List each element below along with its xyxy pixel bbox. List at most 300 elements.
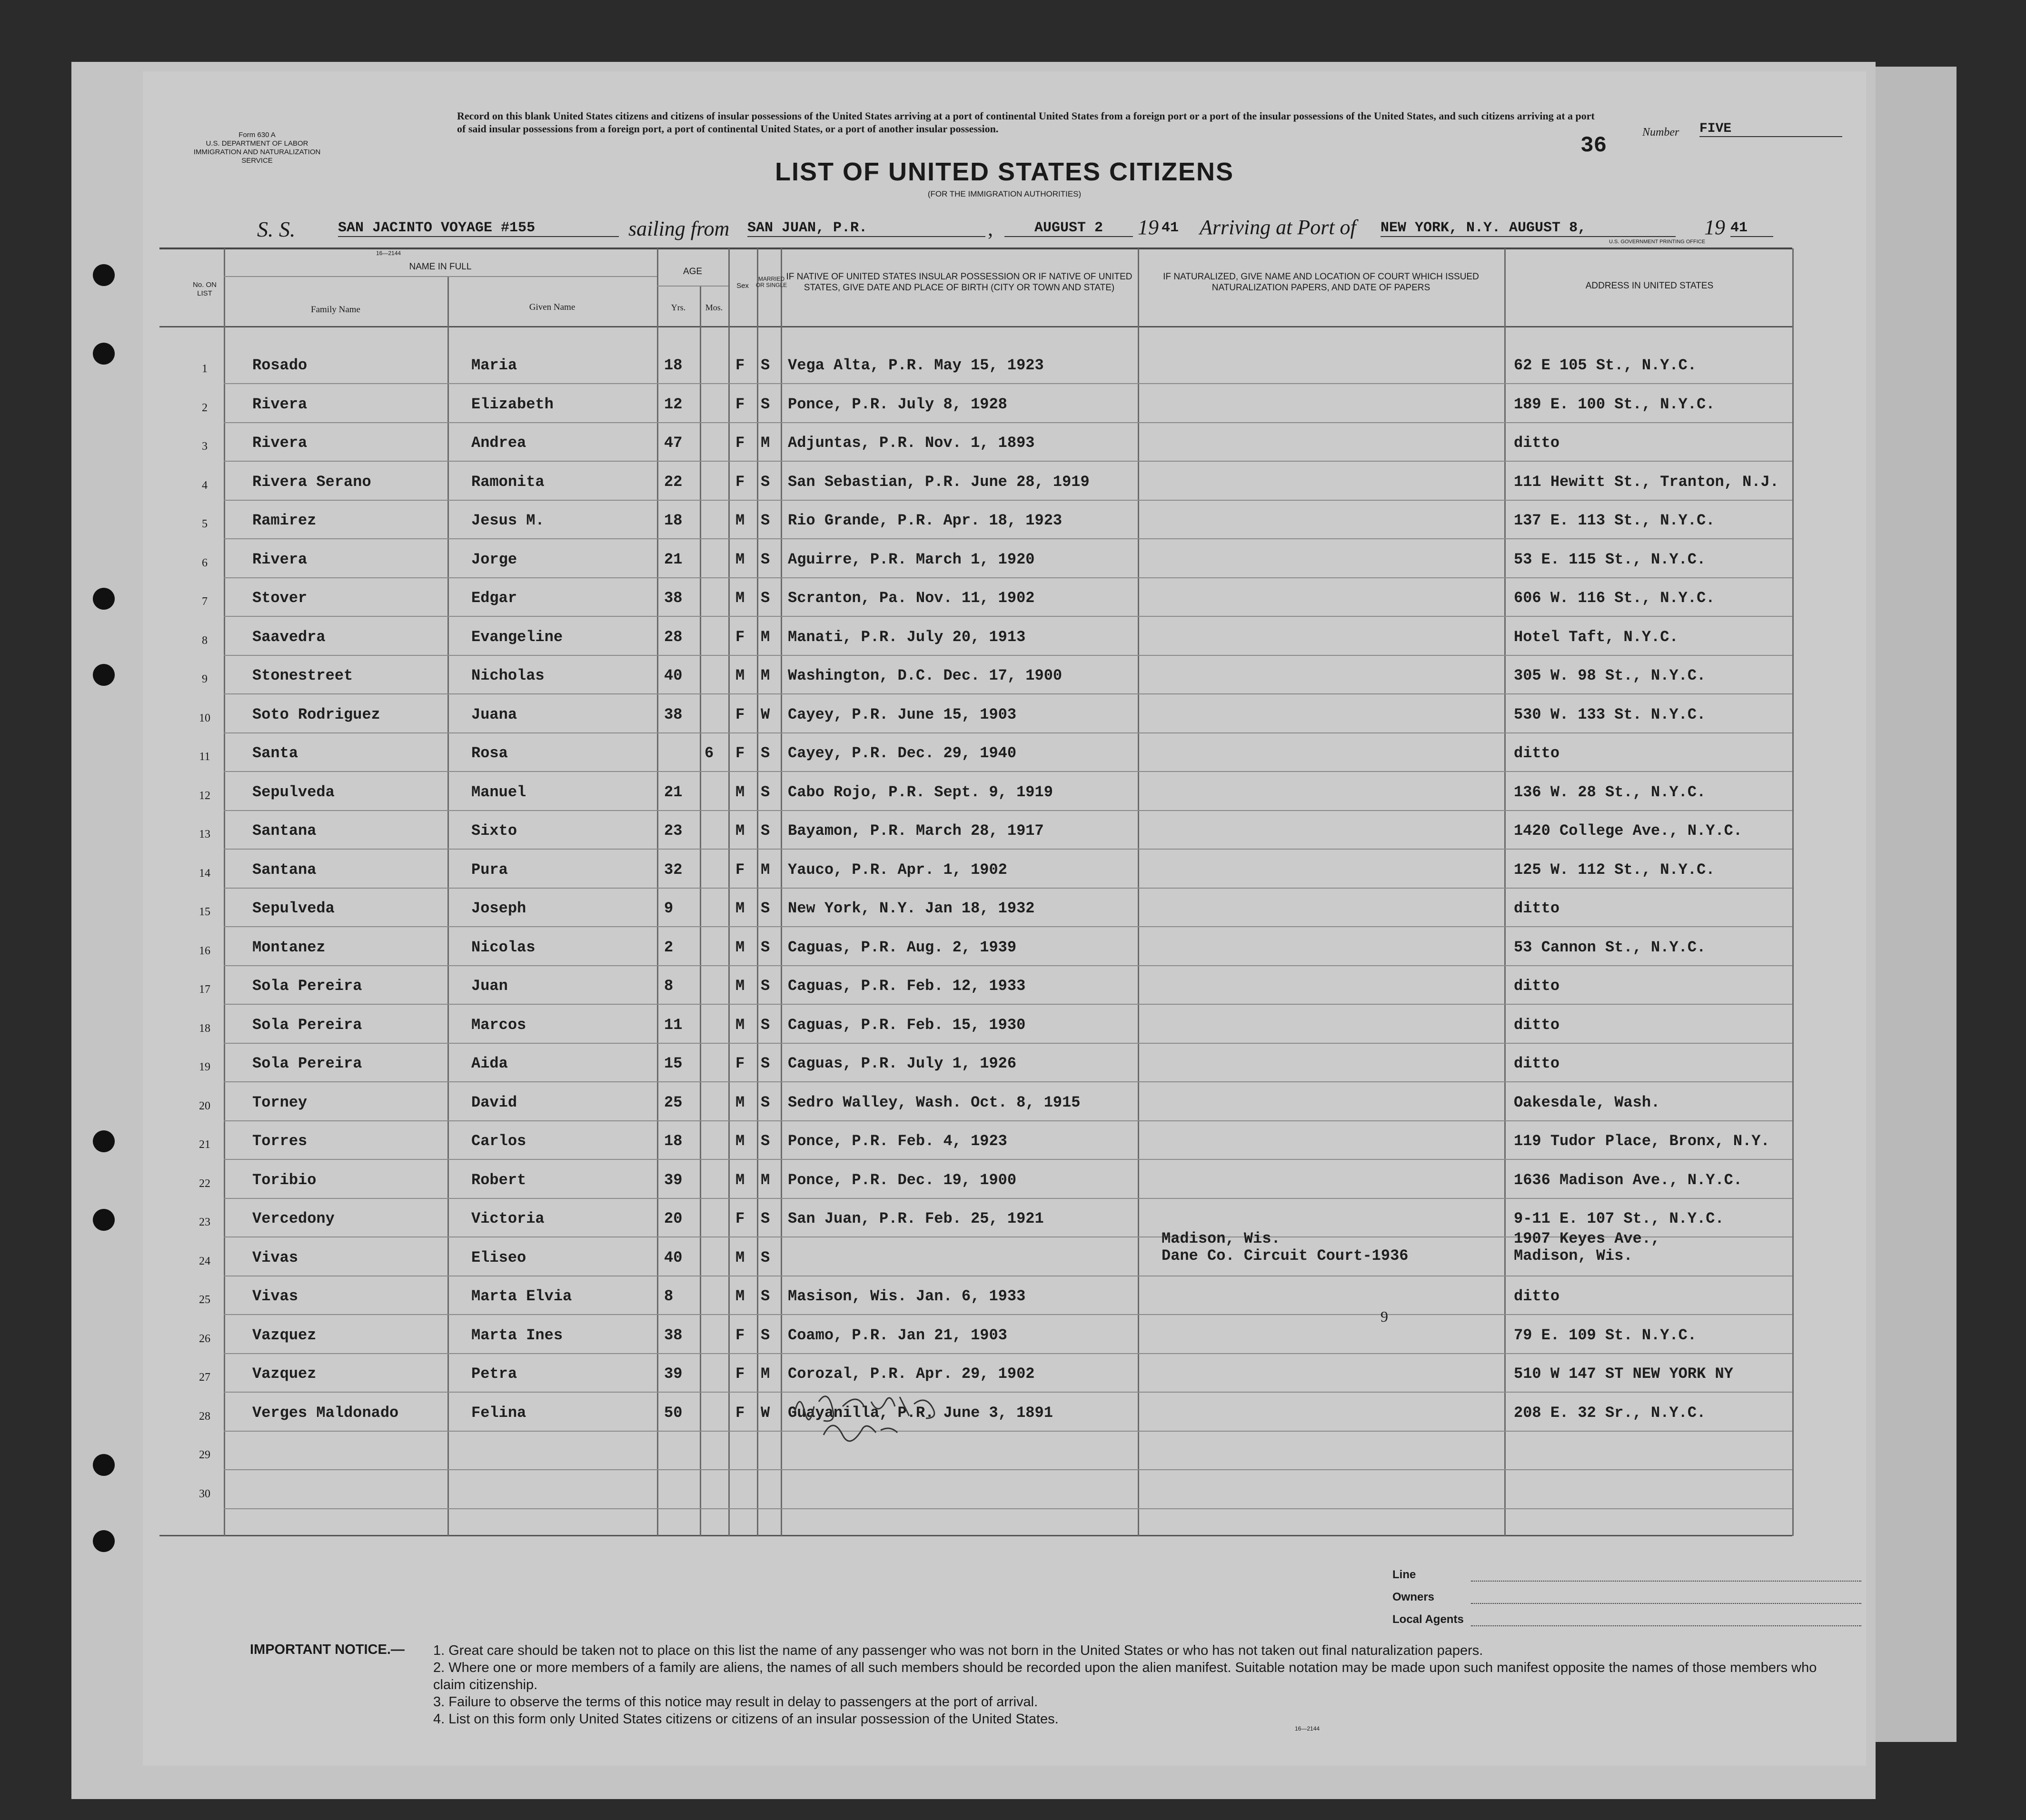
- marital-status: M: [761, 1365, 770, 1383]
- row-number: 4: [202, 479, 208, 492]
- column-divider: [447, 276, 449, 1536]
- family-name: Verges Maldonado: [252, 1404, 399, 1422]
- row-number: 2: [202, 401, 208, 414]
- sex: M: [735, 1132, 745, 1150]
- sex: F: [735, 356, 745, 374]
- marital-status: S: [761, 900, 770, 917]
- sex: M: [735, 900, 745, 917]
- marital-status: S: [761, 744, 770, 762]
- marital-status: M: [761, 434, 770, 452]
- marital-status: M: [761, 628, 770, 646]
- col-header-yrs: Yrs.: [671, 303, 686, 312]
- given-name: Juan: [471, 977, 508, 995]
- punch-hole: [93, 264, 115, 286]
- marital-status: S: [761, 473, 770, 491]
- row-rule: [224, 1392, 1792, 1393]
- row-rule: [224, 1004, 1792, 1005]
- citizens-list-form: [143, 71, 1866, 1766]
- row-number: 15: [199, 906, 210, 918]
- family-name: Vazquez: [252, 1365, 317, 1383]
- row-number: 8: [202, 634, 208, 647]
- sailing-from-label: sailing from: [628, 217, 730, 240]
- given-name: David: [471, 1093, 517, 1111]
- age-years: 15: [664, 1055, 683, 1072]
- punch-hole: [93, 664, 115, 686]
- family-name: Torres: [252, 1132, 308, 1150]
- address: 208 E. 32 Sr., N.Y.C.: [1514, 1404, 1706, 1422]
- sex: F: [735, 628, 745, 646]
- marital-status: S: [761, 1248, 770, 1266]
- marital-status: S: [761, 783, 770, 801]
- signature-line-label: Local Agents: [1392, 1613, 1464, 1626]
- row-rule: [224, 616, 1792, 617]
- row-rule: [224, 1431, 1792, 1432]
- row-number: 9: [202, 673, 208, 685]
- row-number: 26: [199, 1332, 210, 1345]
- address: ditto: [1514, 744, 1560, 762]
- birthplace: Rio Grande, P.R. Apr. 18, 1923: [788, 512, 1063, 529]
- col-header-age: AGE: [683, 267, 703, 277]
- column-divider: [657, 248, 658, 1536]
- punch-hole: [93, 343, 115, 365]
- row-rule: [224, 1043, 1792, 1044]
- row-rule: [224, 655, 1792, 656]
- marital-status: S: [761, 822, 770, 840]
- family-name: Santa: [252, 744, 298, 762]
- sex: F: [735, 744, 745, 762]
- address: 53 Cannon St., N.Y.C.: [1514, 938, 1706, 956]
- age-years: 23: [664, 822, 683, 840]
- col-header-sex: Sex: [736, 282, 749, 290]
- year-prefix: 19: [1138, 216, 1159, 239]
- address: 137 E. 113 St., N.Y.C.: [1514, 512, 1715, 529]
- address: 79 E. 109 St. N.Y.C.: [1514, 1326, 1697, 1344]
- row-number: 19: [199, 1061, 210, 1073]
- family-name: Vercedony: [252, 1210, 335, 1227]
- age-years: 21: [664, 550, 683, 568]
- col-header-family: Family Name: [311, 305, 360, 315]
- col-header-mos: Mos.: [705, 303, 723, 312]
- age-years: 40: [664, 1248, 683, 1266]
- record-note: Record on this blank United States citizens and citizens of insular possessions of the United States arriving at a port of continental United States from a foreign port or a port of the insular possessions of the United States, and such citizens arriving at a port of said insular possessions from a foreign port, a port of continental United States, or a port of another insular possession.: [457, 110, 1595, 135]
- sailing-date: AUGUST 2: [1004, 220, 1133, 237]
- family-name: Stonestreet: [252, 667, 353, 684]
- birthplace: Sedro Walley, Wash. Oct. 8, 1915: [788, 1093, 1081, 1111]
- signature-line[interactable]: [1471, 1625, 1861, 1626]
- address: 62 E 105 St., N.Y.C.: [1514, 356, 1697, 374]
- given-name: Marta Ines: [471, 1326, 563, 1344]
- address: Hotel Taft, N.Y.C.: [1514, 628, 1678, 646]
- age-years: 39: [664, 1171, 683, 1189]
- age-years: 38: [664, 589, 683, 607]
- age-header-rule: [657, 286, 728, 287]
- sex: F: [735, 395, 745, 413]
- row-number: 10: [199, 712, 210, 724]
- birthplace: Ponce, P.R. Dec. 19, 1900: [788, 1171, 1017, 1189]
- column-divider: [224, 248, 225, 1536]
- given-name: Evangeline: [471, 628, 563, 646]
- naturalization: 9: [1380, 1307, 1388, 1325]
- family-name: Rivera: [252, 395, 308, 413]
- given-name: Elizabeth: [471, 395, 554, 413]
- marital-status: M: [761, 861, 770, 879]
- row-number: 20: [199, 1099, 210, 1112]
- marital-status: S: [761, 589, 770, 607]
- address: 119 Tudor Place, Bronx, N.Y.: [1514, 1132, 1770, 1150]
- family-name: Montanez: [252, 938, 326, 956]
- row-number: 11: [199, 751, 210, 763]
- sex: M: [735, 667, 745, 684]
- age-years: 32: [664, 861, 683, 879]
- table-top-rule: [159, 247, 1792, 249]
- row-number: 25: [199, 1294, 210, 1306]
- given-name: Marta Elvia: [471, 1287, 572, 1305]
- row-rule: [224, 538, 1792, 539]
- sex: F: [735, 1210, 745, 1227]
- marital-status: S: [761, 512, 770, 529]
- given-name: Robert: [471, 1171, 526, 1189]
- birthplace: Coamo, P.R. Jan 21, 1903: [788, 1326, 1007, 1344]
- row-rule: [224, 1508, 1792, 1509]
- signature-line[interactable]: [1471, 1581, 1861, 1582]
- row-rule: [224, 732, 1792, 733]
- age-years: 39: [664, 1365, 683, 1383]
- marital-status: W: [761, 1404, 770, 1422]
- address: ditto: [1514, 1016, 1560, 1034]
- address: ditto: [1514, 900, 1560, 917]
- notice-heading: IMPORTANT NOTICE.—: [250, 1642, 405, 1657]
- family-name: Vazquez: [252, 1326, 317, 1344]
- notice-item: 2. Where one or more members of a family are aliens, the names of all such members should be recorded upon the alien manifest. Suitable notation may be made upon such manifest opposite the names of those members who claim citizenship.: [433, 1660, 1817, 1692]
- row-number: 14: [199, 867, 210, 880]
- ss-label: S. S.: [257, 217, 296, 241]
- birthplace: Aguirre, P.R. March 1, 1920: [788, 550, 1035, 568]
- family-name: Vivas: [252, 1248, 298, 1266]
- notice-item: 3. Failure to observe the terms of this notice may result in delay to passengers at the port of arrival.: [433, 1694, 1038, 1710]
- arriving-port: NEW YORK, N.Y. AUGUST 8,: [1380, 220, 1676, 237]
- notice-items: [433, 1642, 1842, 1728]
- sex: M: [735, 783, 745, 801]
- year-prefix: 19: [1704, 216, 1725, 239]
- family-name: Rivera: [252, 550, 308, 568]
- age-years: 21: [664, 783, 683, 801]
- service-name: IMMIGRATION AND NATURALIZATION SERVICE: [193, 148, 321, 165]
- comma: ,: [988, 217, 993, 240]
- name-header-rule: [224, 276, 657, 277]
- family-name: Sepulveda: [252, 783, 335, 801]
- marital-status: S: [761, 938, 770, 956]
- row-rule: [224, 1198, 1792, 1199]
- age-years: 18: [664, 1132, 683, 1150]
- row-number: 30: [199, 1487, 210, 1500]
- sex: M: [735, 938, 745, 956]
- col-header-no: No. ON LIST: [192, 281, 217, 297]
- marital-status: S: [761, 977, 770, 995]
- age-months: 6: [705, 744, 714, 762]
- birthplace: Bayamon, P.R. March 28, 1917: [788, 822, 1044, 840]
- given-name: Nicholas: [471, 667, 545, 684]
- row-rule: [224, 888, 1792, 889]
- notice-code: 16—2144: [1295, 1725, 1320, 1732]
- punch-hole: [93, 1454, 115, 1476]
- birthplace: Cayey, P.R. Dec. 29, 1940: [788, 744, 1017, 762]
- row-rule: [224, 1159, 1792, 1160]
- marital-status: S: [761, 356, 770, 374]
- given-name: Marcos: [471, 1016, 526, 1034]
- given-name: Ramonita: [471, 473, 545, 491]
- given-name: Nicolas: [471, 938, 536, 956]
- given-name: Edgar: [471, 589, 517, 607]
- address: ditto: [1514, 1287, 1560, 1305]
- family-name: Rosado: [252, 356, 308, 374]
- row-number: 17: [199, 983, 210, 996]
- given-name: Manuel: [471, 783, 526, 801]
- sex: F: [735, 1326, 745, 1344]
- age-years: 9: [664, 900, 674, 917]
- row-rule: [224, 1353, 1792, 1354]
- age-years: 8: [664, 1287, 674, 1305]
- col-header-name: NAME IN FULL: [409, 262, 472, 272]
- given-name: Rosa: [471, 744, 508, 762]
- family-name: Santana: [252, 822, 317, 840]
- year-suffix: 41: [1162, 220, 1179, 236]
- birthplace: Caguas, P.R. Feb. 12, 1933: [788, 977, 1026, 995]
- notice-item: 1. Great care should be taken not to place on this list the name of any passenger who was not born in the United States or who has not taken out final naturalization papers.: [433, 1643, 1483, 1658]
- row-number: 5: [202, 518, 208, 530]
- sex: M: [735, 1093, 745, 1111]
- family-name: Toribio: [252, 1171, 317, 1189]
- address: 189 E. 100 St., N.Y.C.: [1514, 395, 1715, 413]
- marital-status: S: [761, 1287, 770, 1305]
- given-name: Andrea: [471, 434, 526, 452]
- number-value: FIVE: [1699, 121, 1842, 137]
- signature-line-label: Line: [1392, 1568, 1416, 1581]
- family-name: Soto Rodriguez: [252, 705, 380, 723]
- row-number: 23: [199, 1216, 210, 1228]
- row-number: 1: [202, 363, 208, 375]
- age-years: 38: [664, 1326, 683, 1344]
- col-header-married: MARRIED OR SINGLE: [755, 276, 787, 288]
- ship-name: SAN JACINTO VOYAGE #155: [338, 220, 619, 237]
- age-years: 8: [664, 977, 674, 995]
- col-header-naturalized: IF NATURALIZED, GIVE NAME AND LOCATION OF COURT WHICH ISSUED NATURALIZATION PAPERS, AND DATE OF PAPERS: [1163, 272, 1479, 293]
- row-rule: [224, 693, 1792, 694]
- age-years: 47: [664, 434, 683, 452]
- column-divider: [757, 248, 758, 1536]
- family-name: Stover: [252, 589, 308, 607]
- sex: M: [735, 512, 745, 529]
- row-number: 7: [202, 595, 208, 608]
- birthplace: Corozal, P.R. Apr. 29, 1902: [788, 1365, 1035, 1383]
- header-bottom-rule: [159, 326, 1792, 327]
- punch-hole: [93, 1130, 115, 1152]
- marital-status: S: [761, 1326, 770, 1344]
- given-name: Pura: [471, 861, 508, 879]
- age-years: 22: [664, 473, 683, 491]
- row-number: 28: [199, 1410, 210, 1423]
- family-name: Sola Pereira: [252, 977, 362, 995]
- birthplace: Adjuntas, P.R. Nov. 1, 1893: [788, 434, 1035, 452]
- address: 1636 Madison Ave., N.Y.C.: [1514, 1171, 1743, 1189]
- family-name: Sola Pereira: [252, 1055, 362, 1072]
- row-rule: [224, 965, 1792, 966]
- age-years: 28: [664, 628, 683, 646]
- birthplace: Caguas, P.R. Feb. 15, 1930: [788, 1016, 1026, 1034]
- table-bottom-rule: [159, 1535, 1792, 1536]
- sex: M: [735, 977, 745, 995]
- marital-status: S: [761, 550, 770, 568]
- birthplace: Yauco, P.R. Apr. 1, 1902: [788, 861, 1007, 879]
- sex: F: [735, 1365, 745, 1383]
- row-rule: [224, 810, 1792, 811]
- sex: F: [735, 1055, 745, 1072]
- year-suffix: 41: [1730, 220, 1773, 237]
- row-number: 6: [202, 556, 208, 569]
- age-years: 11: [664, 1016, 683, 1034]
- birthplace: Caguas, P.R. Aug. 2, 1939: [788, 938, 1017, 956]
- address: 125 W. 112 St., N.Y.C.: [1514, 861, 1715, 879]
- birthplace: New York, N.Y. Jan 18, 1932: [788, 900, 1035, 917]
- given-name: Sixto: [471, 822, 517, 840]
- birthplace: Manati, P.R. July 20, 1913: [788, 628, 1026, 646]
- given-name: Eliseo: [471, 1248, 526, 1266]
- row-number: 18: [199, 1022, 210, 1035]
- col-header-given: Given Name: [529, 302, 576, 312]
- form-subtitle: (FOR THE IMMIGRATION AUTHORITIES): [927, 189, 1082, 198]
- birthplace: Caguas, P.R. July 1, 1926: [788, 1055, 1017, 1072]
- age-years: 2: [664, 938, 674, 956]
- row-rule: [224, 1314, 1792, 1315]
- age-years: 50: [664, 1404, 683, 1422]
- birthplace: Scranton, Pa. Nov. 11, 1902: [788, 589, 1035, 607]
- col-header-address: ADDRESS IN UNITED STATES: [1585, 281, 1714, 291]
- birthplace: Cabo Rojo, P.R. Sept. 9, 1919: [788, 783, 1053, 801]
- family-name: Rivera: [252, 434, 308, 452]
- column-divider: [1138, 248, 1139, 1536]
- address: ditto: [1514, 977, 1560, 995]
- given-name: Joseph: [471, 900, 526, 917]
- row-rule: [224, 1469, 1792, 1470]
- address: 510 W 147 ST NEW YORK NY: [1514, 1365, 1733, 1383]
- row-number: 24: [199, 1255, 210, 1267]
- row-number: 16: [199, 944, 210, 957]
- age-years: 40: [664, 667, 683, 684]
- sex: F: [735, 434, 745, 452]
- row-rule: [224, 500, 1792, 501]
- given-name: Aida: [471, 1055, 508, 1072]
- age-years: 20: [664, 1210, 683, 1227]
- row-rule: [224, 383, 1792, 384]
- number-label: Number: [1642, 126, 1679, 138]
- family-name: Torney: [252, 1093, 308, 1111]
- row-number: 29: [199, 1449, 210, 1461]
- birthplace: San Sebastian, P.R. June 28, 1919: [788, 473, 1090, 491]
- row-rule: [224, 461, 1792, 462]
- marital-status: S: [761, 1016, 770, 1034]
- row-rule: [224, 849, 1792, 850]
- sex: F: [735, 705, 745, 723]
- signature-line[interactable]: [1471, 1603, 1861, 1604]
- given-name: Petra: [471, 1365, 517, 1383]
- sex: F: [735, 473, 745, 491]
- column-divider: [781, 248, 782, 1536]
- given-name: Jorge: [471, 550, 517, 568]
- notice-item: 4. List on this form only United States citizens or citizens of an insular possession of the United States.: [433, 1711, 1059, 1727]
- birthplace: San Juan, P.R. Feb. 25, 1921: [788, 1210, 1044, 1227]
- birthplace: Guayanilla, P.R. June 3, 1891: [788, 1404, 1053, 1422]
- sex: M: [735, 1287, 745, 1305]
- row-number: 12: [199, 789, 210, 802]
- row-rule: [224, 577, 1792, 578]
- given-name: Maria: [471, 356, 517, 374]
- sex: M: [735, 589, 745, 607]
- address: 136 W. 28 St., N.Y.C.: [1514, 783, 1706, 801]
- birthplace: Ponce, P.R. Feb. 4, 1923: [788, 1132, 1007, 1150]
- birthplace: Cayey, P.R. June 15, 1903: [788, 705, 1017, 723]
- address: 305 W. 98 St., N.Y.C.: [1514, 667, 1706, 684]
- sex: M: [735, 1016, 745, 1034]
- sex: M: [735, 1171, 745, 1189]
- given-name: Carlos: [471, 1132, 526, 1150]
- address: 53 E. 115 St., N.Y.C.: [1514, 550, 1706, 568]
- sex: F: [735, 861, 745, 879]
- col-header-birthplace: IF NATIVE OF UNITED STATES INSULAR POSSESSION OR IF NATIVE OF UNITED STATES, GIVE DATE AND PLACE OF BIRTH (CITY OR TOWN AND STATE): [786, 272, 1132, 293]
- sex: M: [735, 1248, 745, 1266]
- punch-hole: [93, 1209, 115, 1231]
- row-rule: [224, 1120, 1792, 1121]
- birthplace: Masison, Wis. Jan. 6, 1933: [788, 1287, 1026, 1305]
- address: ditto: [1514, 434, 1560, 452]
- marital-status: M: [761, 1171, 770, 1189]
- address: 1907 Keyes Ave., Madison, Wis.: [1514, 1229, 1660, 1265]
- form-number: Form 630 A: [238, 131, 276, 139]
- given-name: Jesus M.: [471, 512, 545, 529]
- column-divider: [1504, 248, 1506, 1536]
- given-name: Felina: [471, 1404, 526, 1422]
- address: ditto: [1514, 1055, 1560, 1072]
- family-name: Sola Pereira: [252, 1016, 362, 1034]
- address: 530 W. 133 St. N.Y.C.: [1514, 705, 1706, 723]
- form-title: LIST OF UNITED STATES CITIZENS: [775, 158, 1234, 186]
- row-rule: [224, 1081, 1792, 1082]
- family-name: Vivas: [252, 1287, 298, 1305]
- marital-status: S: [761, 1132, 770, 1150]
- age-years: 18: [664, 356, 683, 374]
- marital-status: S: [761, 395, 770, 413]
- marital-status: S: [761, 1093, 770, 1111]
- row-number: 3: [202, 440, 208, 453]
- address: 606 W. 116 St., N.Y.C.: [1514, 589, 1715, 607]
- naturalization: Madison, Wis. Dane Co. Circuit Court-1936: [1162, 1229, 1409, 1265]
- age-years: 12: [664, 395, 683, 413]
- address: 1420 College Ave., N.Y.C.: [1514, 822, 1743, 840]
- family-name: Sepulveda: [252, 900, 335, 917]
- sex: F: [735, 1404, 745, 1422]
- address: 9-11 E. 107 St., N.Y.C.: [1514, 1210, 1724, 1227]
- department-name: U.S. DEPARTMENT OF LABOR: [206, 139, 308, 148]
- row-rule: [224, 771, 1792, 772]
- marital-status: M: [761, 667, 770, 684]
- row-number: 13: [199, 828, 210, 841]
- inspector-signature: [785, 1383, 985, 1468]
- marital-status: S: [761, 1210, 770, 1227]
- given-name: Juana: [471, 705, 517, 723]
- row-number: 22: [199, 1177, 210, 1190]
- marital-status: S: [761, 1055, 770, 1072]
- gpo-mark: U.S. GOVERNMENT PRINTING OFFICE: [1609, 239, 1706, 245]
- row-rule: [224, 926, 1792, 927]
- column-divider: [728, 248, 730, 1536]
